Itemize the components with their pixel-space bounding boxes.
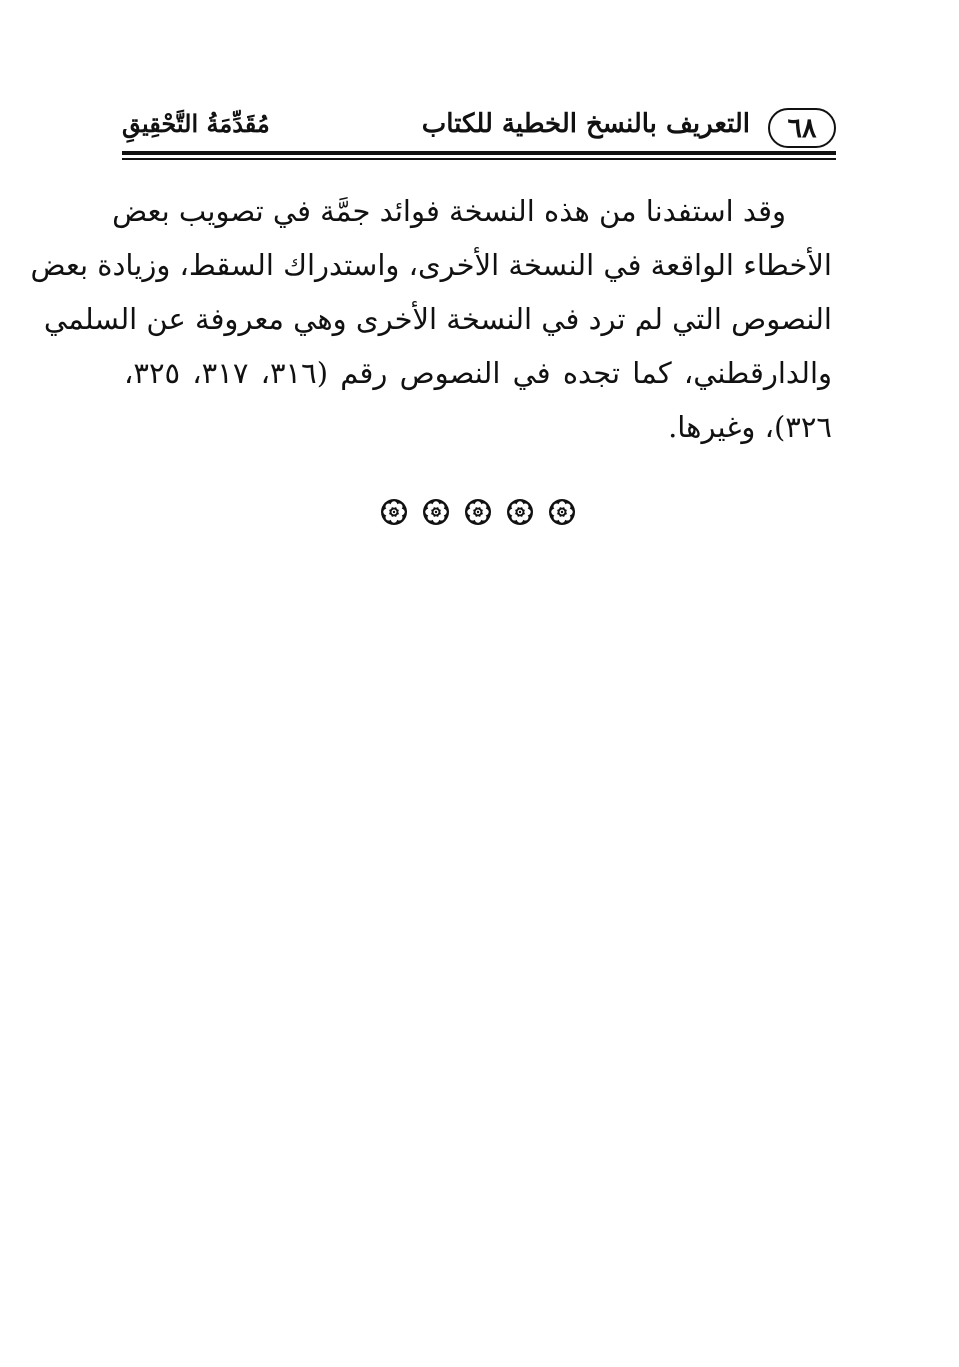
paragraph-line: ٣٢٦)، وغيرها. (668, 410, 832, 444)
section-title: التعريف بالنسخ الخطية للكتاب (421, 109, 750, 139)
flower-ornament-icon (462, 496, 494, 528)
paragraph-line: النصوص التي لم ترد في النسخة الأخرى وهي معروفة عن السلمي (43, 302, 832, 336)
paragraph-line: الأخطاء الواقعة في النسخة الأخرى، واستدراك السقط، وزيادة بعض (30, 248, 832, 282)
section-end-ornaments (378, 492, 578, 532)
flower-ornament-icon (420, 496, 452, 528)
flower-ornament-icon (504, 496, 536, 528)
header-rule-thin (122, 158, 836, 160)
page-number: ٦٨ (768, 108, 836, 148)
body-paragraph (30, 184, 832, 454)
flower-ornament-icon (378, 496, 410, 528)
paragraph-line: وقد استفدنا من هذه النسخة فوائد جمَّة في تصويب بعض (112, 194, 786, 228)
page-header (122, 96, 836, 152)
book-title: مُقَدِّمَةُ التَّحْقِيقِ (122, 109, 270, 138)
flower-ornament-icon (546, 496, 578, 528)
header-rule-thick (122, 151, 836, 155)
paragraph-line: والدارقطني، كما تجده في النصوص رقم (٣١٦، ٣١٧، ٣٢٥، (124, 356, 832, 390)
